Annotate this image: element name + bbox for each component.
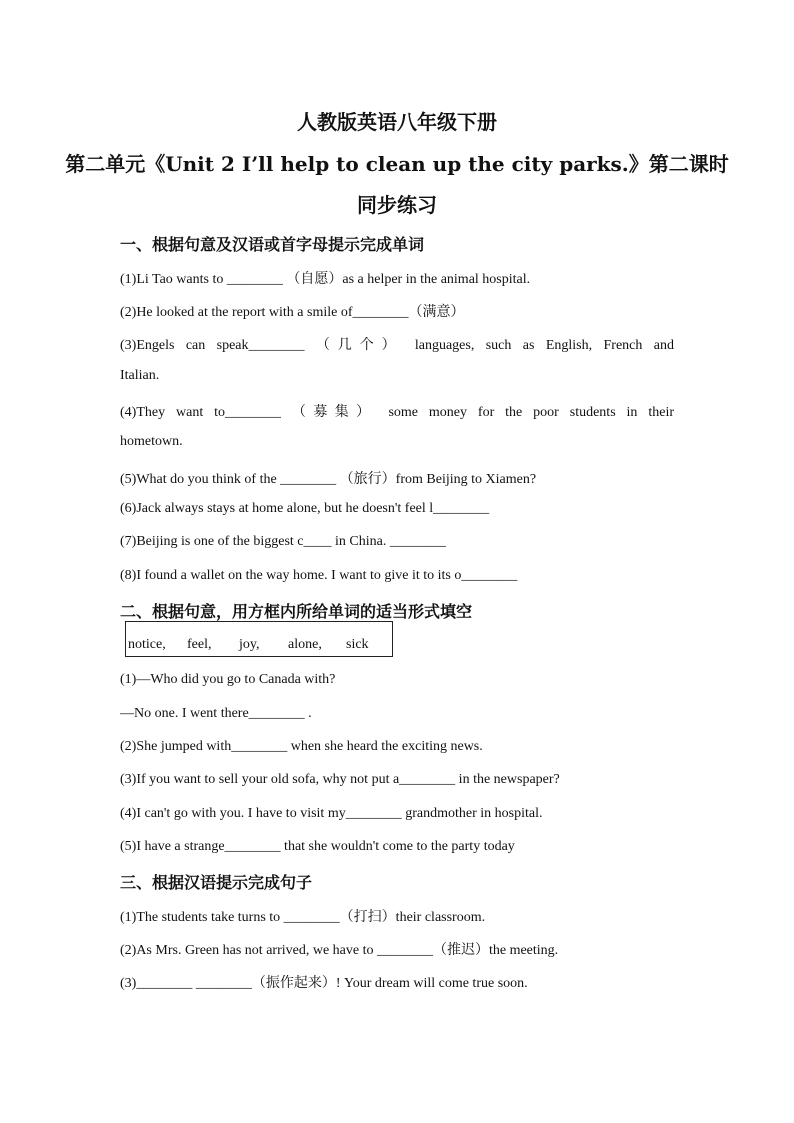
section-2-item-3: (3)If you want to sell your old sofa, why not put a________ in the newspaper? xyxy=(120,772,560,787)
section-3-item-1: (1)The students take turns to ________（打扫）their classroom. xyxy=(120,910,486,925)
word-box xyxy=(125,621,393,657)
section-1-item-7: (7)Beijing is one of the biggest c____ in China. ________ xyxy=(120,534,446,549)
section-1-item-2: (2)He looked at the report with a smile of________（满意） xyxy=(120,305,465,320)
section-2-item-4: (4)I can't go with you. I have to visit my________ grandmother in hospital. xyxy=(120,806,543,821)
section-3-heading: 三、根据汉语提示完成句子 xyxy=(120,873,313,892)
section-1-item-1: (1)Li Tao wants to ________ （自愿）as a helper in the animal hospital. xyxy=(120,272,531,287)
section-3-item-2: (2)As Mrs. Green has not arrived, we have to ________（推迟）the meeting. xyxy=(120,943,559,958)
section-1-item-5: (5)What do you think of the ________ （旅行）from Beijing to Xiamen? xyxy=(120,472,537,487)
word-box-word: notice, xyxy=(128,637,166,652)
section-2-item-5: (5)I have a strange________ that she wouldn't come to the party today xyxy=(120,839,515,854)
section-1-item-4-continued: hometown. xyxy=(120,434,183,449)
section-2-item-2: (2)She jumped with________ when she heard the exciting news. xyxy=(120,739,483,754)
exercise-subtitle: 同步练习 xyxy=(357,193,437,217)
section-2-heading: 二、根据句意，用方框内所给单词的适当形式填空 xyxy=(120,602,473,621)
lesson-title: 第二单元《Unit 2 I’ll help to clean up the city parks.》第二课时 xyxy=(65,152,729,176)
document-title: 人教版英语八年级下册 xyxy=(297,110,497,134)
word-box-word: feel, xyxy=(187,637,212,652)
word-box-word: joy, xyxy=(239,637,260,652)
section-1-heading: 一、根据句意及汉语或首字母提示完成单词 xyxy=(120,235,425,254)
section-3-item-3: (3)________ ________（振作起来）! Your dream will come true soon. xyxy=(120,976,528,991)
section-1-item-3: (3)Engels can speak________ （几个） languages, such as English, French and xyxy=(120,338,674,353)
word-box-word: sick xyxy=(346,637,369,652)
section-2-item-1-answer: —No one. I went there________ . xyxy=(120,706,312,721)
section-1-item-8: (8)I found a wallet on the way home. I want to give it to its o________ xyxy=(120,568,518,583)
section-1-item-6: (6)Jack always stays at home alone, but he doesn't feel l________ xyxy=(120,501,490,516)
section-2-item-1: (1)—Who did you go to Canada with? xyxy=(120,672,336,687)
section-1-item-4: (4)They want to________ （募集） some money for the poor students in their xyxy=(120,405,674,420)
section-1-item-3-continued: Italian. xyxy=(120,368,160,383)
word-box-word: alone, xyxy=(288,637,322,652)
